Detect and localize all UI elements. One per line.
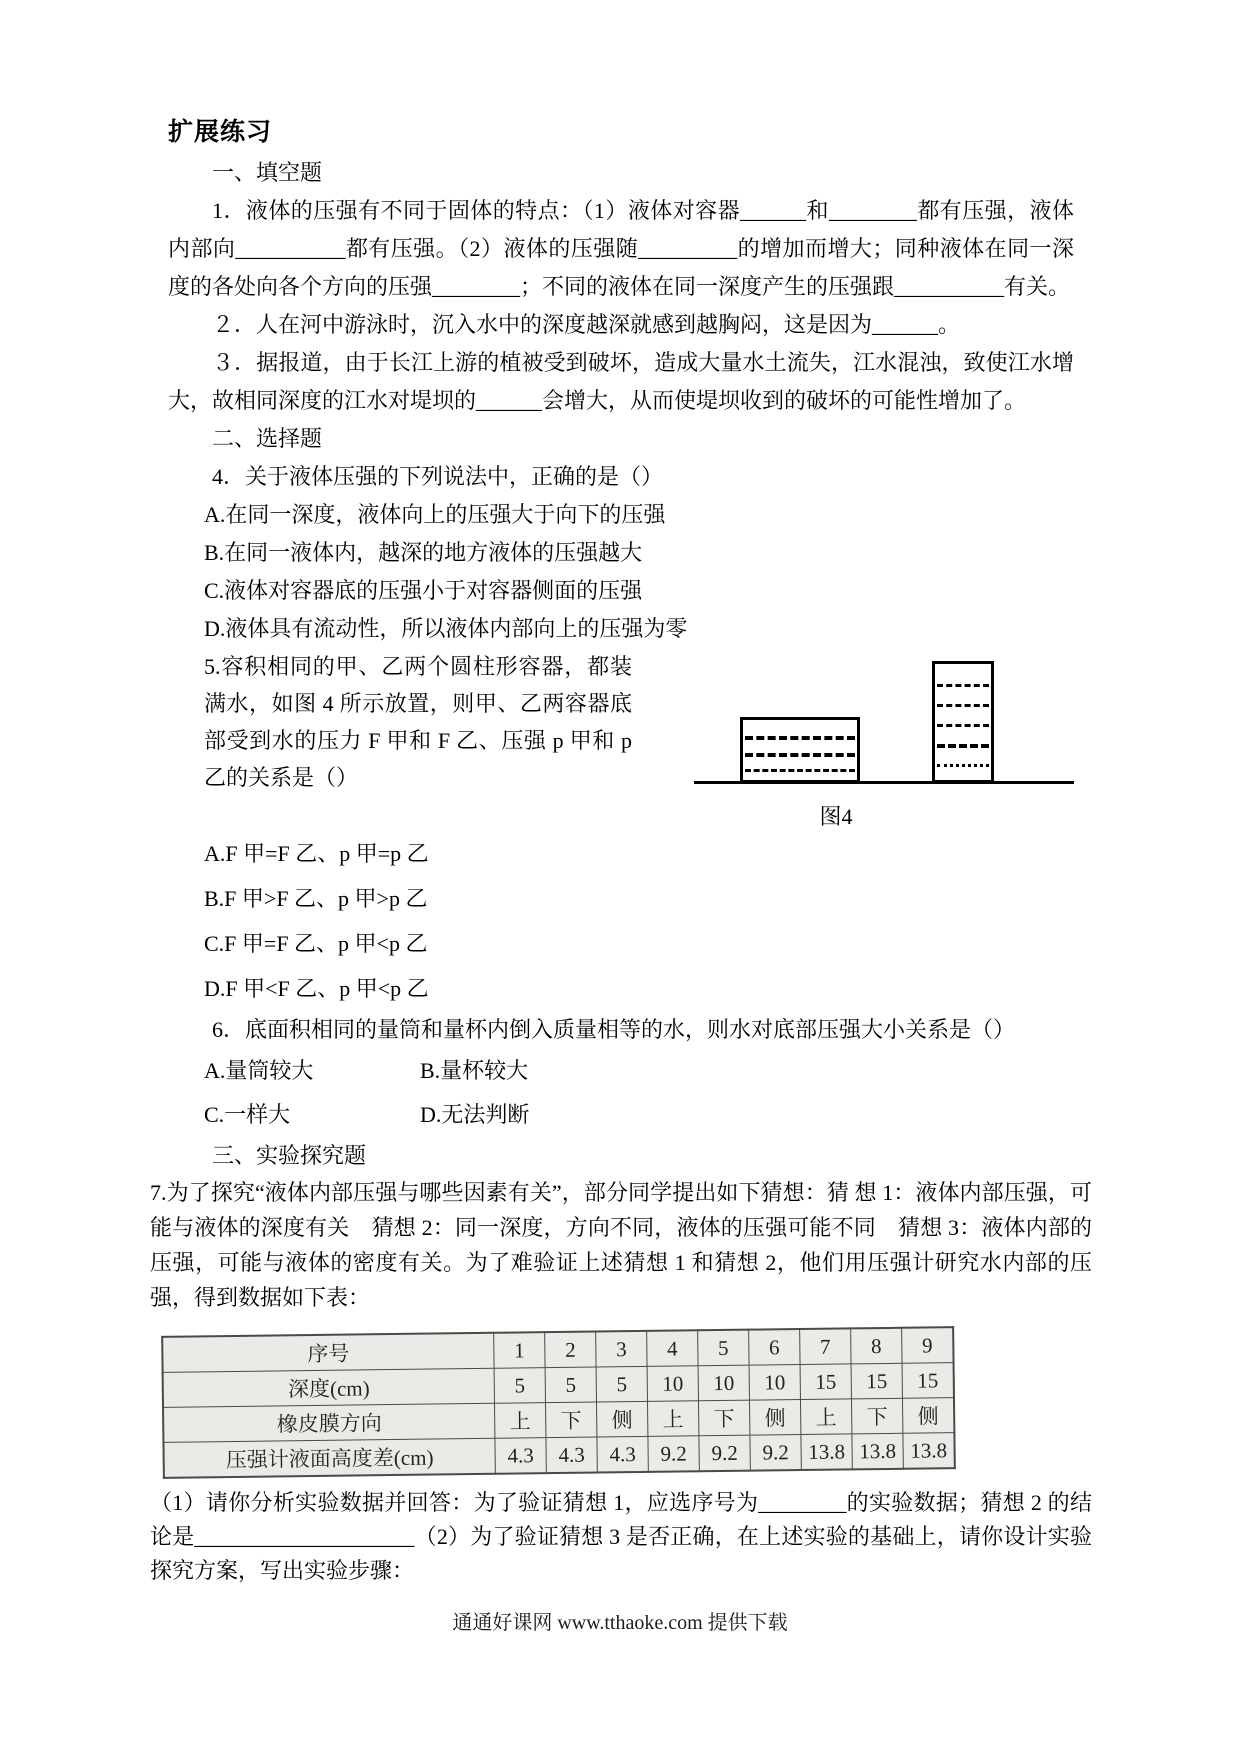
question-4-option-c: C.液体对容器底的压强小于对容器侧面的压强 xyxy=(204,578,643,603)
table-cell: 5 xyxy=(596,1366,647,1402)
row-header: 橡皮膜方向 xyxy=(163,1403,495,1442)
section-heading-experiment: 三、实验探究题 xyxy=(212,1143,367,1168)
table-cell: 上 xyxy=(495,1403,546,1439)
question-6-options-row-2 xyxy=(204,1093,1074,1137)
section-heading-fill-blanks: 一、填空题 xyxy=(212,160,323,185)
water-line-icon xyxy=(745,769,855,772)
table-cell: 10 xyxy=(647,1366,698,1402)
sections-1-2 xyxy=(168,154,1074,1175)
water-line-icon xyxy=(745,753,855,757)
table-cell: 1 xyxy=(494,1332,545,1368)
table-cell: 4.3 xyxy=(597,1436,648,1472)
ground-line xyxy=(694,781,1074,784)
table-cell: 15 xyxy=(902,1363,954,1399)
table-cell: 7 xyxy=(800,1328,851,1364)
table-cell: 下 xyxy=(698,1400,749,1436)
container-yi-icon xyxy=(932,661,994,783)
table-cell: 15 xyxy=(800,1364,851,1400)
question-6-option-c: C.一样大 xyxy=(204,1102,291,1127)
table-cell: 9.2 xyxy=(648,1436,699,1472)
experiment-data-table xyxy=(161,1326,956,1479)
water-line-icon xyxy=(937,744,989,748)
question-3: ３．据报道，由于长江上游的植被受到破坏，造成大量水土流失，江水混浊，致使江水增大，故相同深度的江水对堤坝的______会增大，从而使堤坝收到的破坏的可能性增加了。 xyxy=(168,350,1074,413)
table-cell: 5 xyxy=(698,1330,749,1366)
table-cell: 9.2 xyxy=(750,1435,801,1471)
table-cell: 5 xyxy=(494,1368,545,1404)
question-4-option-a: A.在同一深度，液体向上的压强大于向下的压强 xyxy=(204,502,666,527)
table-cell: 侧 xyxy=(902,1398,954,1434)
table-cell: 4 xyxy=(647,1330,698,1366)
table-cell: 下 xyxy=(546,1402,597,1438)
water-line-icon xyxy=(937,764,989,767)
figure-caption: 图4 xyxy=(819,804,853,829)
question-6-options-row-1 xyxy=(204,1049,1074,1093)
question-7-subquestions: （1）请你分析实验数据并回答：为了验证猜想 1，应选序号为________的实验数据；猜想 2 的结论是____________________（2）为了验证猜想 3 是否正确，在上述实验的基础上，请你设计实验探究方案，写出实验步骤： xyxy=(150,1490,1092,1583)
row-header: 深度(cm) xyxy=(163,1368,495,1407)
question-1: 1．液体的压强有不同于固体的特点：（1）液体对容器______和________都有压强，液体内部向__________都有压强。（2）液体的压强随_________的增加而增大；同种液体在同一深度的各处向各个方向的压强________；不同的液体在同一深度产生的压强跟__________有关。 xyxy=(168,198,1074,299)
table-cell: 6 xyxy=(749,1329,800,1365)
row-header: 序号 xyxy=(162,1333,494,1373)
question-5-option-b: B.F 甲>F 乙、p 甲>p 乙 xyxy=(204,886,428,911)
water-line-icon xyxy=(937,724,989,727)
table-cell: 13.8 xyxy=(852,1433,903,1469)
table-cell: 侧 xyxy=(596,1401,647,1437)
figure-4 xyxy=(694,648,1074,831)
water-line-icon xyxy=(745,736,855,740)
table-cell: 15 xyxy=(851,1363,902,1399)
table-cell: 13.8 xyxy=(903,1433,955,1469)
table-cell: 9 xyxy=(902,1327,954,1363)
table-cell: 4.3 xyxy=(546,1437,597,1473)
table-cell: 上 xyxy=(647,1401,698,1437)
question-2: ２．人在河中游泳时，沉入水中的深度越深就感到越胸闷，这是因为______。 xyxy=(212,312,961,337)
page-title: 扩展练习 xyxy=(168,119,273,146)
question-4-option-d: D.液体具有流动性，所以液体内部向上的压强为零 xyxy=(204,616,688,641)
section-heading-choice: 二、选择题 xyxy=(212,426,323,451)
table-cell: 3 xyxy=(596,1331,647,1367)
question-4-stem: 4．关于液体压强的下列说法中，正确的是（） xyxy=(212,464,664,489)
question-6-option-b: B.量杯较大 xyxy=(420,1058,529,1083)
water-line-icon xyxy=(937,684,989,687)
row-header: 压强计液面高度差(cm) xyxy=(163,1438,495,1478)
table-cell: 上 xyxy=(800,1399,851,1435)
table-cell: 下 xyxy=(851,1398,902,1434)
table-cell: 10 xyxy=(749,1365,800,1401)
question-7-intro: 7.为了探究“液体内部压强与哪些因素有关”，部分同学提出如下猜想：猜 想 1：液体内部压强，可能与液体的深度有关 猜想 2：同一深度，方向不同，液体的压强可能不同 猜想 3：液体内部的压强，可能与液体的密度有关。为了难验证上述猜想 1 和猜想 2，他们用压强计研究水内部的压强，得到数据如下表： xyxy=(150,1180,1092,1310)
worksheet-page xyxy=(150,112,1092,1588)
water-line-icon xyxy=(937,704,989,707)
footer-text: 通通好课网 www.tthaoke.com 提供下载 xyxy=(452,1612,788,1634)
question-6-option-a: A.量筒较大 xyxy=(204,1058,314,1083)
question-6-stem: 6．底面积相同的量筒和量杯内倒入质量相等的水，则水对底部压强大小关系是（） xyxy=(212,1017,1016,1042)
question-5-option-c: C.F 甲=F 乙、p 甲<p 乙 xyxy=(204,931,428,956)
table-cell: 10 xyxy=(698,1365,749,1401)
table-cell: 侧 xyxy=(749,1400,800,1436)
table-cell: 2 xyxy=(545,1332,596,1368)
table-cell: 5 xyxy=(545,1367,596,1403)
table-cell: 4.3 xyxy=(495,1438,546,1474)
container-jia-icon xyxy=(740,717,860,783)
question-5-option-d: D.F 甲<F 乙、p 甲<p 乙 xyxy=(204,976,429,1001)
table-cell: 13.8 xyxy=(801,1434,852,1470)
question-5-stem: 5.容积相同的甲、乙两个圆柱形容器，都装满水，如图 4 所示放置，则甲、乙两容器底部受到水的压力 F 甲和 F 乙、压强 p 甲和 p 乙的关系是（） xyxy=(204,654,632,790)
table-cell: 9.2 xyxy=(699,1435,750,1471)
question-4-option-b: B.在同一液体内，越深的地方液体的压强越大 xyxy=(204,540,643,565)
figure-4-drawing xyxy=(694,656,1074,784)
question-6-option-d: D.无法判断 xyxy=(420,1102,530,1127)
question-5-option-a: A.F 甲=F 乙、p 甲=p 乙 xyxy=(204,841,429,866)
question-5-block xyxy=(168,648,1074,831)
table-cell: 8 xyxy=(851,1328,902,1364)
